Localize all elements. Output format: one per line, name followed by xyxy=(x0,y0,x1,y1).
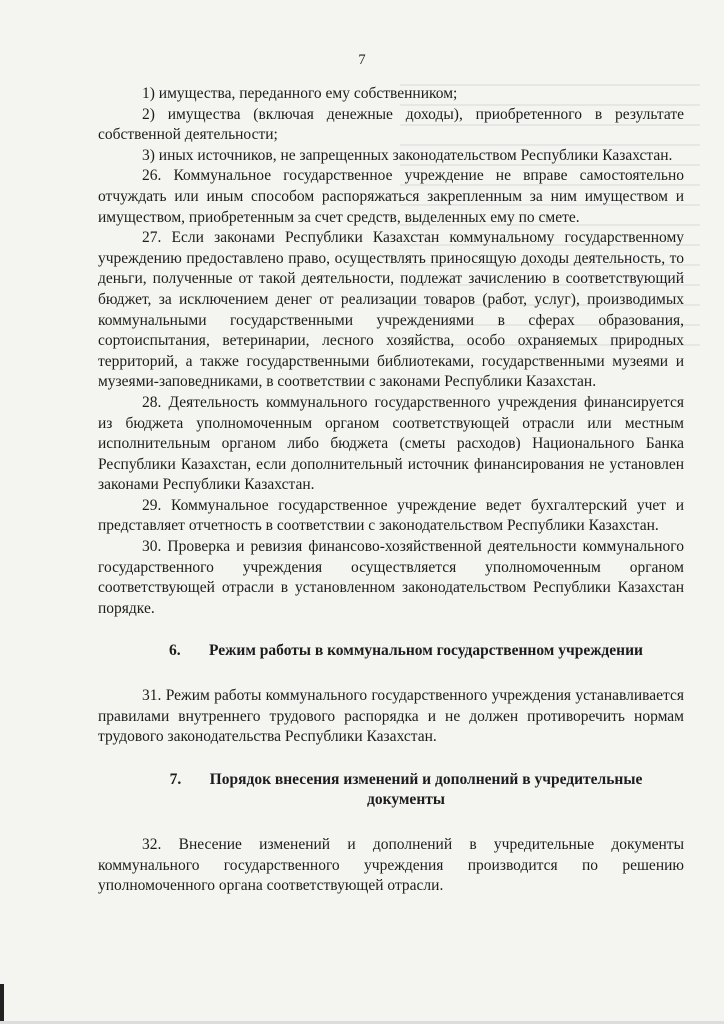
section-7-heading xyxy=(98,770,684,811)
paragraph-32: 32. Внесение изменений и дополнений в учредительные документы коммунального государственного учреждения производится по решению уполномоченного органа соответствующей отрасли. xyxy=(98,836,684,895)
paragraph-26: 26. Коммунальное государственное учреждение не вправе самостоятельно отчуждать или иным способом распоряжаться закрепленным за ним имуществом и имуществом, приобретенным за счет средств, выделенных ему по смете. xyxy=(98,167,684,226)
item-3: 3) иных источников, не запрещенных законодательством Республики Казахстан. xyxy=(142,146,673,164)
paragraph-27: 27. Если законами Республики Казахстан коммунальному государственному учреждению предоставлено право, осуществлять приносящую доходы деятельность, то деньги, полученные от такой деятельности, подлежат зачислению в соответствующий бюджет, за исключением денег от реализации товаров (работ, услуг), производимых коммунальными государственными учреждениями в сферах образования, сортоиспытания, ветеринарии, лесного хозяйства, особо охраняемых природных территорий, а также государственными библиотеками, государственными музеями и музеями-заповедниками, в соответствии с законами Республики Казахстан. xyxy=(98,229,684,391)
document-body xyxy=(98,84,684,897)
section-6-number: 6. xyxy=(169,642,181,660)
item-2: 2) имущества (включая денежные доходы), приобретенного в результате собственной деятельности; xyxy=(98,105,684,144)
paragraph-28: 28. Деятельность коммунального государственного учреждения финансируется из бюджета уполномоченным органом соответствующей отрасли или местным исполнительным органом либо бюджета (сметы расходов) Национального Банка Республики Казахстан, если дополнительный источник финансирования не установлен законами Республики Казахстан. xyxy=(98,393,684,494)
page-number: 7 xyxy=(358,52,366,68)
paragraph-29: 29. Коммунальное государственное учреждение ведет бухгалтерский учет и представляет отчетность в соответствии с законодательством Республики Казахстан. xyxy=(98,496,684,535)
section-6-title: Режим работы в коммунальном государственном учреждении xyxy=(209,642,643,660)
section-7-title: Порядок внесения изменений и дополнений в учредительные документы xyxy=(209,770,643,809)
section-7-number: 7. xyxy=(169,770,182,788)
section-6-heading xyxy=(98,641,684,662)
paragraph-31: 31. Режим работы коммунального государственного учреждения устанавливается правилами внутреннего трудового распорядка и не должен противоречить нормам трудового законодательства Республики Казахстан. xyxy=(98,687,684,746)
item-1: 1) имущества, переданного ему собственником; xyxy=(142,85,458,102)
scan-edge-mark xyxy=(0,984,4,1024)
paragraph-30: 30. Проверка и ревизия финансово-хозяйственной деятельности коммунального государственного учреждения осуществляется уполномоченным органом соответствующей отрасли в установленном законодательством Республики Казахстан порядке. xyxy=(98,538,684,617)
